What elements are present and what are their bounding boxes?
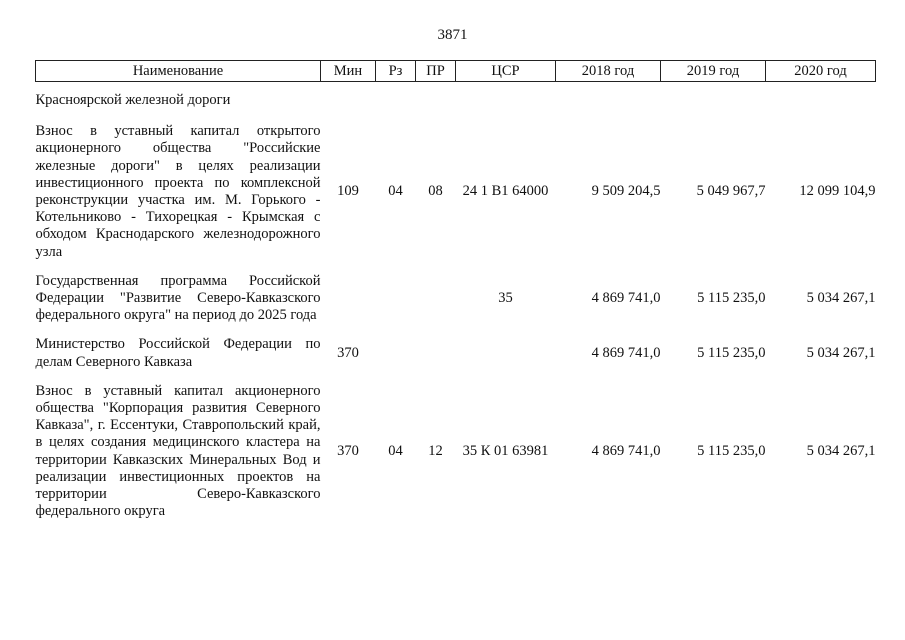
- header-2019: 2019 год: [661, 61, 766, 82]
- row-2018: 9 509 204,5: [591, 183, 661, 200]
- row-2020: 12 099 104,9: [799, 183, 876, 200]
- table-row: [36, 123, 876, 261]
- row-name: Взнос в уставный капитал открытого акционерного общества "Российские железные дороги" в целях реализации инвестиционного проекта по комплексной реконструкции участка им. М. Горького - Котельниково - Тихорецкая - Крымская с обходом Краснодарского железнодорожного узла: [35, 123, 321, 260]
- budget-table: [35, 60, 876, 520]
- row-min: [321, 92, 376, 109]
- row-rz: [376, 273, 416, 325]
- row-rz: 04: [388, 183, 403, 200]
- row-2018: 4 869 741,0: [591, 290, 661, 307]
- row-2018: [556, 92, 661, 109]
- row-name: Взнос в уставный капитал акционерного общества "Корпорация развития Северного Кавказа", г. Ессентуки, Ставропольский край, в целях создания медицинского кластера на территории Кавказских Минеральных Вод и реализации инвестиционных проектов на территории Северо-Кавказского федерального округа: [35, 382, 321, 520]
- row-name: Министерство Российской Федерации по делам Северного Кавказа: [35, 336, 321, 370]
- row-min: 370: [337, 443, 359, 460]
- table-row: [36, 383, 876, 521]
- row-rz: [376, 92, 416, 109]
- row-pr: 12: [428, 443, 443, 460]
- row-2019: 5 049 967,7: [696, 183, 766, 200]
- table-header-row: [36, 61, 876, 82]
- row-csr: 35 К 01 63981: [462, 443, 549, 460]
- table-row: [36, 336, 876, 370]
- row-min: 370: [337, 345, 359, 362]
- header-2018: 2018 год: [556, 61, 661, 82]
- row-rz: 04: [388, 443, 403, 460]
- row-2020: [766, 92, 876, 109]
- row-2019: [661, 92, 766, 109]
- header-name: Наименование: [36, 61, 321, 82]
- header-2020: 2020 год: [766, 61, 876, 82]
- row-2019: 5 115 235,0: [697, 443, 766, 460]
- row-2020: 5 034 267,1: [806, 443, 876, 460]
- row-csr: [456, 336, 556, 370]
- row-csr: 24 1 В1 64000: [462, 183, 549, 200]
- header-min: Мин: [321, 61, 376, 82]
- row-name: Красноярской железной дороги: [35, 92, 231, 108]
- row-pr: [416, 92, 456, 109]
- row-csr: 35: [498, 290, 513, 307]
- row-2019: 5 115 235,0: [697, 290, 766, 307]
- header-csr: ЦСР: [456, 61, 556, 82]
- row-2018: 4 869 741,0: [591, 443, 661, 460]
- header-rz: Рз: [376, 61, 416, 82]
- row-min: 109: [337, 183, 359, 200]
- row-pr: [416, 336, 456, 370]
- page-number: 3871: [437, 27, 468, 43]
- row-min: [321, 273, 376, 325]
- row-rz: [376, 336, 416, 370]
- header-pr: ПР: [416, 61, 456, 82]
- row-name: Государственная программа Российской Федерации "Развитие Северо-Кавказского федерального округа" на период до 2025 года: [35, 272, 321, 324]
- row-2018: 4 869 741,0: [591, 345, 661, 362]
- row-2020: 5 034 267,1: [806, 290, 876, 307]
- table-row: [36, 273, 876, 325]
- row-2019: 5 115 235,0: [697, 345, 766, 362]
- row-pr: 08: [428, 183, 443, 200]
- row-2020: 5 034 267,1: [806, 345, 876, 362]
- row-pr: [416, 273, 456, 325]
- row-csr: [456, 92, 556, 109]
- table-row: [36, 92, 876, 109]
